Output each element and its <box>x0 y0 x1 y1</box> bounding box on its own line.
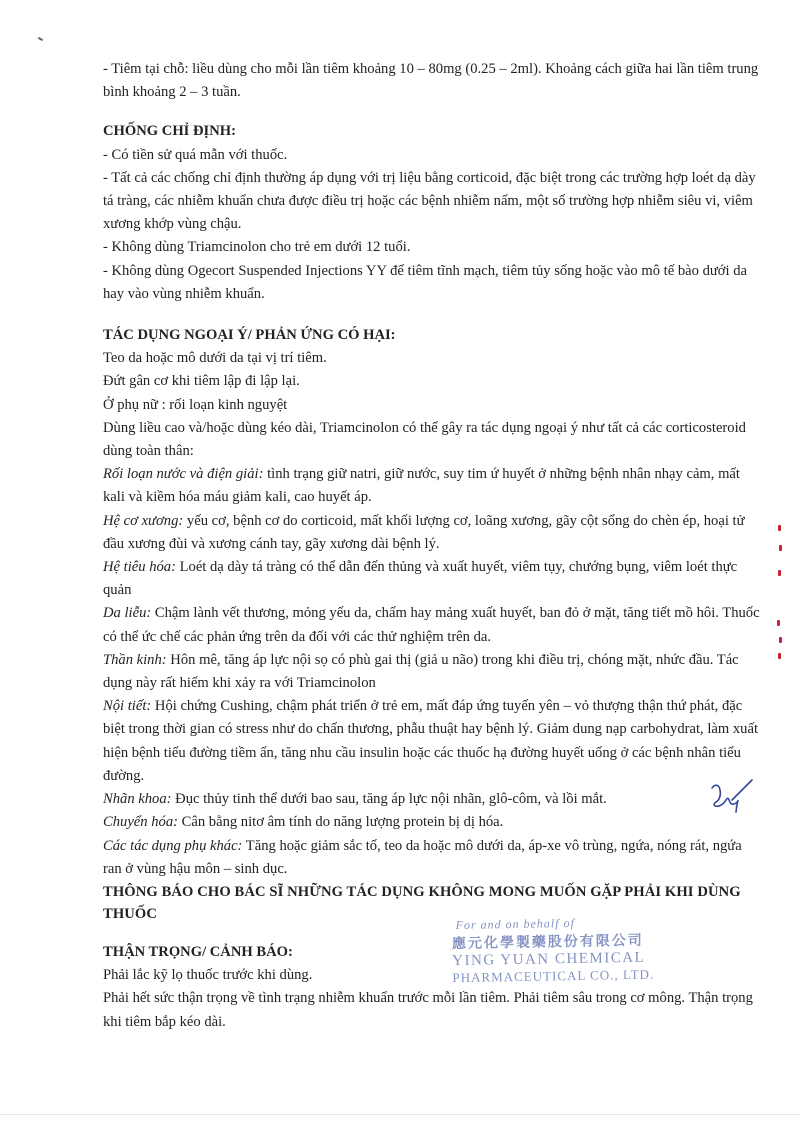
margin-mark <box>779 545 782 551</box>
system-label: Chuyển hóa: <box>103 814 178 831</box>
stamp-chinese-name: 應元化學製藥股份有限公司 <box>451 933 644 953</box>
page-bottom-edge <box>0 1114 800 1115</box>
contraindication-item: - Không dùng Ogecort Suspended Injections YY để tiêm tĩnh mạch, tiêm tủy sống hoặc vào mô tế bào dưới da hay vào vùng nhiễm khuẩn. <box>103 262 747 302</box>
precautions-heading: THẬN TRỌNG/ CẢNH BÁO: <box>103 943 293 960</box>
system-label: Rối loạn nước và điện giải: <box>103 466 264 483</box>
side-effect-system <box>103 811 763 834</box>
system-text: tình trạng giữ natri, giữ nước, suy tim ứ huyết ở những bệnh nhân nhạy cảm, mất kali và kiềm hóa máu giảm kali, cao huyết áp. <box>103 466 740 506</box>
system-text: yếu cơ, bệnh cơ do corticoid, mất khối lượng cơ, loãng xương, gãy cột sống do chèn ép, hoại tử đầu xương đùi và xương cánh tay, gãy xương dài bệnh lý. <box>103 512 745 552</box>
system-text: Loét dạ dày tá tràng có thể dẫn đến thủng và xuất huyết, viêm tụy, chướng bụng, viêm loét thực quản <box>103 559 738 599</box>
side-effect-system <box>103 649 763 695</box>
system-text: Cân bằng nitơ âm tính do năng lượng protein bị dị hóa. <box>177 814 504 831</box>
system-label: Nội tiết: <box>103 698 152 715</box>
precaution-item: Phải lắc kỹ lọ thuốc trước khi dùng. <box>103 967 313 984</box>
side-effects-heading: TÁC DỤNG NGOẠI Ý/ PHẢN ỨNG CÓ HẠI: <box>103 327 396 344</box>
stamp-behalf-line: For and on behalf of <box>455 915 575 933</box>
side-effect-system <box>103 556 763 602</box>
margin-mark <box>778 525 781 531</box>
system-label: Hệ tiêu hóa: <box>103 559 176 576</box>
side-effect-line: Ở phụ nữ : rối loạn kinh nguyệt <box>103 396 288 413</box>
side-effect-system <box>103 835 763 881</box>
dosage-local-injection: - Tiêm tại chỗ: liều dùng cho mỗi lần tiêm khoảng 10 – 80mg (0.25 – 2ml). Khoảng cách giữa hai lần tiêm trung bình khoảng 2 – 3 tuần. <box>103 61 759 101</box>
side-effect-line: Đứt gân cơ khi tiêm lập đi lập lại. <box>103 373 300 390</box>
system-text: Hôn mê, tăng áp lực nội sọ có phù gai thị (giả u não) trong khi điều trị, chóng mặt, nhức đầu. Tác dụng này rất hiếm khi xảy ra với Triamcinolon <box>103 651 739 692</box>
margin-marks <box>775 525 787 665</box>
side-effect-system <box>103 602 763 648</box>
margin-mark <box>778 653 781 659</box>
margin-mark <box>777 620 780 626</box>
side-effect-system <box>103 788 763 811</box>
system-label: Các tác dụng phụ khác: <box>103 837 243 854</box>
system-text: Chậm lành vết thương, mỏng yếu da, chấm hay mảng xuất huyết, ban đỏ ở mặt, tăng tiết mồ hôi. Thuốc có thể ức chế các phản ứng trên da đối với các thử nghiệm trên da. <box>103 605 760 645</box>
side-effect-system <box>103 695 763 788</box>
contraindication-item: - Tất cả các chống chỉ định thường áp dụng với trị liệu bằng corticoid, đặc biệt trong các trường hợp loét dạ dày tá tràng, các nhiễm khuẩn chưa được điều trị hoặc các bệnh nhiễm nấm, một số trường hợp nhiễm siêu vi, viêm xương khớp vùng chậu. <box>103 169 756 233</box>
system-text: Tăng hoặc giảm sắc tố, teo da hoặc mô dưới da, áp-xe vô trùng, ngứa, nóng rát, ngứa ran ở vùng hậu môn – sinh dục. <box>103 837 742 877</box>
stamp-company-name: YING YUAN CHEMICAL <box>452 949 646 970</box>
scan-corner-mark <box>38 37 43 41</box>
side-effect-line: Teo da hoặc mô dưới da tại vị trí tiêm. <box>103 350 327 367</box>
system-label: Da liễu: <box>103 605 152 622</box>
document-page <box>103 58 763 1034</box>
contraindication-item: - Có tiền sử quá mẫn với thuốc. <box>103 146 288 163</box>
margin-mark <box>779 637 782 643</box>
side-effect-system <box>103 463 763 509</box>
side-effect-line: Dùng liều cao và/hoặc dùng kéo dài, Triamcinolon có thể gây ra tác dụng ngoại ý như tất cả các corticosteroid dùng toàn thân: <box>103 419 746 460</box>
side-effect-system <box>103 510 763 556</box>
system-label: Thần kinh: <box>103 651 167 668</box>
system-label: Nhãn khoa: <box>103 791 172 808</box>
system-text: Hội chứng Cushing, chậm phát triển ở trẻ em, mất đáp ứng tuyến yên – vỏ thượng thận thứ phát, đặc biệt trong thời gian có stress như do chấn thương, phẫu thuật hay bệnh lý. Giảm dung nạp carbohydrat, làm xuất hiện bệnh tiểu đường tiềm ẩn, tăng nhu cầu insulin hoặc các thuốc hạ đường huyết uống ở các bệnh nhân tiểu đường. <box>103 698 758 784</box>
signature-mark <box>706 776 756 816</box>
margin-mark <box>778 570 781 576</box>
system-text: Đục thủy tinh thể dưới bao sau, tăng áp lực nội nhãn, glô-côm, và lồi mắt. <box>171 791 607 808</box>
doctor-notice: THÔNG BÁO CHO BÁC SĨ NHỮNG TÁC DỤNG KHÔNG MONG MUỐN GẶP PHẢI KHI DÙNG THUỐC <box>103 883 741 922</box>
precaution-item: Phải hết sức thận trọng về tình trạng nhiễm khuẩn trước mỗi lần tiêm. Phải tiêm sâu trong cơ mông. Thận trọng khi tiêm bắp kéo dài. <box>103 990 753 1030</box>
system-label: Hệ cơ xương: <box>103 512 184 529</box>
stamp-company-suffix: PHARMACEUTICAL CO., LTD. <box>452 966 655 986</box>
contraindication-item: - Không dùng Triamcinolon cho trẻ em dưới 12 tuổi. <box>103 239 411 256</box>
contraindications-heading: CHỐNG CHỈ ĐỊNH: <box>103 123 236 140</box>
company-stamp <box>451 914 692 986</box>
